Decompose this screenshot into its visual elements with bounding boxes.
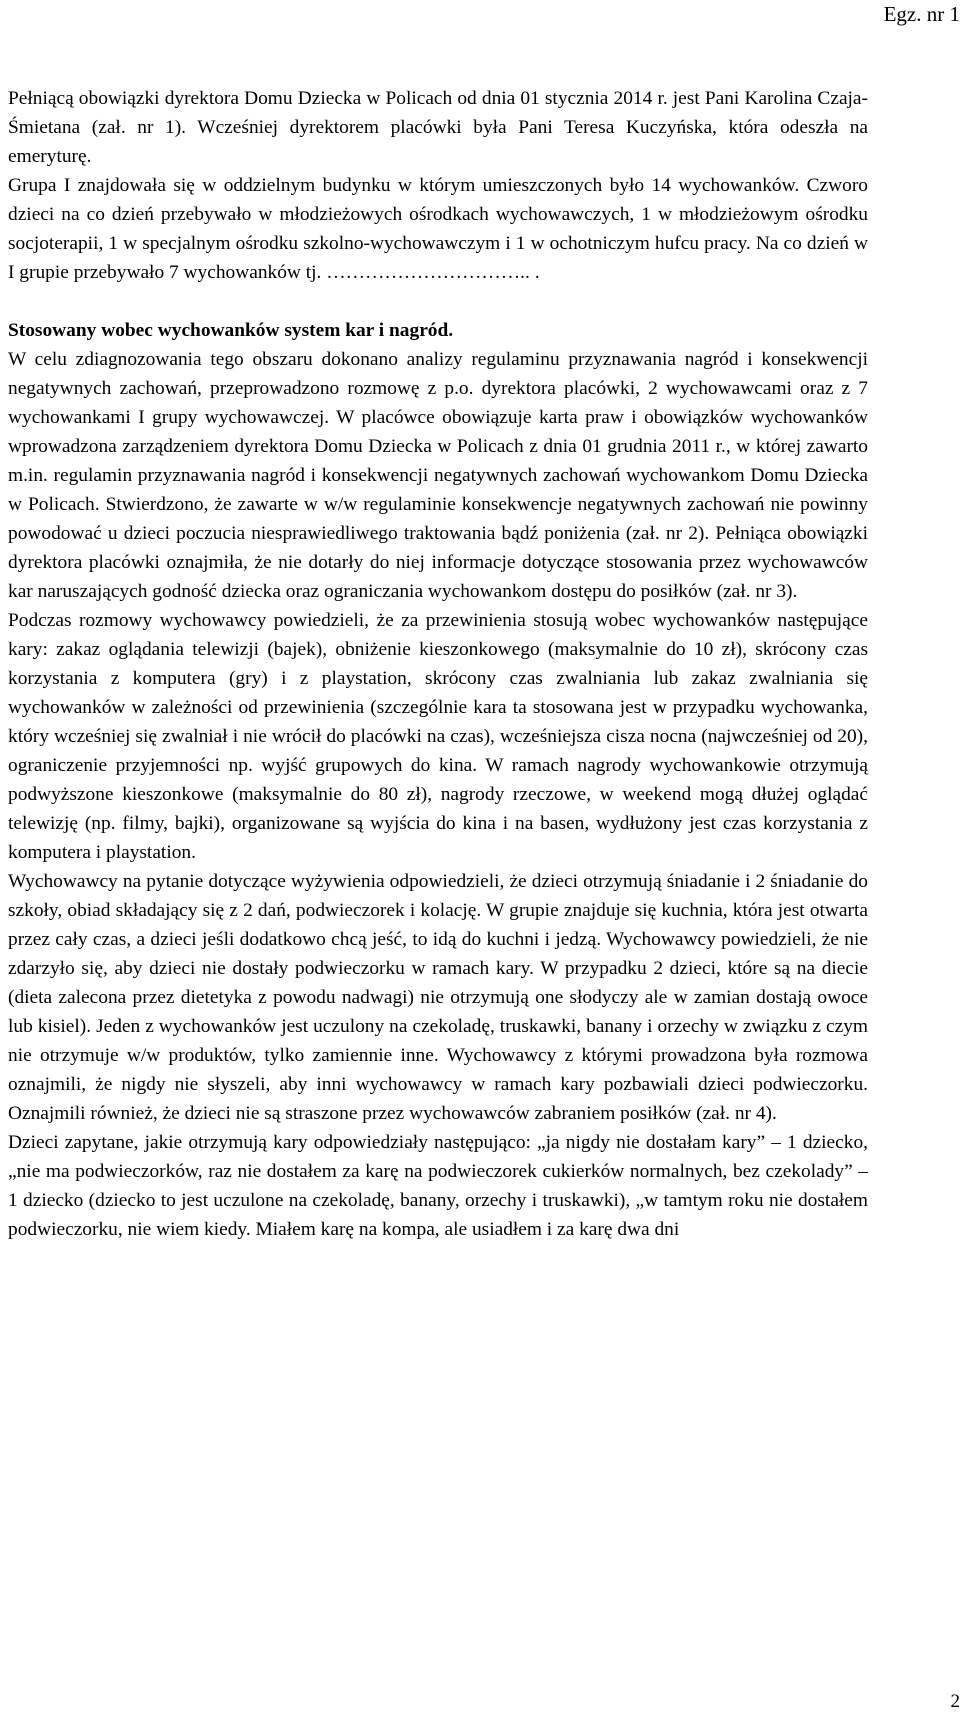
paragraph-director: Pełniącą obowiązki dyrektora Domu Dziecka w Policach od dnia 01 stycznia 2014 r. jest Pani Karolina Czaja-Śmietana (zał. nr 1). Wcześniej dyrektorem placówki była Pani Teresa Kuczyńska, która odeszła na emeryturę. (8, 88, 868, 167)
paragraph-meals: Wychowawcy na pytanie dotyczące wyżywienia odpowiedzieli, że dzieci otrzymują śniadanie i 2 śniadanie do szkoły, obiad składający się z 2 dań, podwieczorek i kolację. W grupie znajduje się kuchnia, która jest otwarta przez cały czas, a dzieci jeśli dodatkowo chcą jeść, to idą do kuchni i jedzą. Wychowawcy powiedzieli, że nie zdarzyło się, aby dzieci nie dostały podwieczorku w ramach kary. W przypadku 2 dzieci, które są na diecie (dieta zalecona przez dietetyka z powodu nadwagi) nie otrzymują one słodyczy ale w zamian dostają owoce lub kisiel). Jeden z wychowanków jest uczulony na czekoladę, truskawki, banany i orzechy w związku z czym nie otrzymuje w/w produktów, tylko zamiennie inne. Wychowawcy z którymi prowadzona była rozmowa oznajmili, że nigdy nie słyszeli, aby inni wychowawcy w ramach kary pozbawiali dzieci podwieczorku. Oznajmili również, że dzieci nie są straszone przez wychowawców zabraniem posiłków (zał. nr 4). (8, 871, 868, 1124)
page-number: 2 (950, 1691, 960, 1712)
copy-number-label: Egz. nr 1 (883, 2, 960, 26)
body-text (8, 84, 868, 1244)
paragraph-punishments: Podczas rozmowy wychowawcy powiedzieli, że za przewinienia stosują wobec wychowanków następujące kary: zakaz oglądania telewizji (bajek), obniżenie kieszonkowego (maksymalnie do 10 zł), skrócony czas korzystania z komputera (gry) i z playstation, skrócony czas zwalniania lub zakaz zwalniania się wychowanków w zależności od przewinienia (szczególnie kara ta stosowana jest w przypadku wychowanka, który wcześniej się zwalniał i nie wrócił do placówki na czas), wcześniejsza cisza nocna (najwcześniej od 20), ograniczenie przyjemności np. wyjść grupowych do kina. W ramach nagrody wychowankowie otrzymują podwyższone kieszonkowe (maksymalnie do 80 zł), nagrody rzeczowe, w weekend mogą dłużej oglądać telewizję (np. filmy, bajki), organizowane są wyjścia do kina i na basen, wydłużony jest czas korzystania z komputera i playstation. (8, 610, 868, 863)
paragraph-group-one: Grupa I znajdowała się w oddzielnym budynku w którym umieszczonych było 14 wychowanków. Czworo dzieci na co dzień przebywało w młodzieżowych ośrodkach wychowawczych, 1 w młodzieżowym ośrodku socjoterapii, 1 w specjalnym ośrodku szkolno-wychowawczym i 1 w ochotniczym hufcu pracy. Na co dzień w I grupie przebywało 7 wychowanków tj. ………………………….. . (8, 175, 868, 283)
paragraph-children-answers: Dzieci zapytane, jakie otrzymują kary odpowiedziały następująco: „ja nigdy nie dostałam kary” – 1 dziecko, „nie ma podwieczorków, raz nie dostałem za karę na podwieczorek cukierków normalnych, bez czekolady” – 1 dziecko (dziecko to jest uczulone na czekoladę, banany, orzechy i truskawki), „w tamtym roku nie dostałem podwieczorku, nie wiem kiedy. Miałem karę na kompa, ale usiadłem i za karę dwa dni (8, 1132, 868, 1240)
paragraph-regulations: W celu zdiagnozowania tego obszaru dokonano analizy regulaminu przyznawania nagród i konsekwencji negatywnych zachowań, przeprowadzono rozmowę z p.o. dyrektora placówki, 2 wychowawcami oraz z 7 wychowankami I grupy wychowawczej. W placówce obowiązuje karta praw i obowiązków wychowanków wprowadzona zarządzeniem dyrektora Domu Dziecka w Policach z dnia 01 grudnia 2011 r., w której zawarto m.in. regulamin przyznawania nagród i konsekwencji negatywnych zachowań wychowankom Domu Dziecka w Policach. Stwierdzono, że zawarte w w/w regulaminie konsekwencje negatywnych zachowań nie powinny powodować u dzieci poczucia niesprawiedliwego traktowania bądź poniżenia (zał. nr 2). Pełniąca obowiązki dyrektora placówki oznajmiła, że nie dotarły do niej informacje dotyczące stosowania przez wychowawców kar naruszających godność dziecka oraz ograniczania wychowankom dostępu do posiłków (zał. nr 3). (8, 349, 868, 602)
section-heading: Stosowany wobec wychowanków system kar i nagród. (8, 320, 454, 341)
